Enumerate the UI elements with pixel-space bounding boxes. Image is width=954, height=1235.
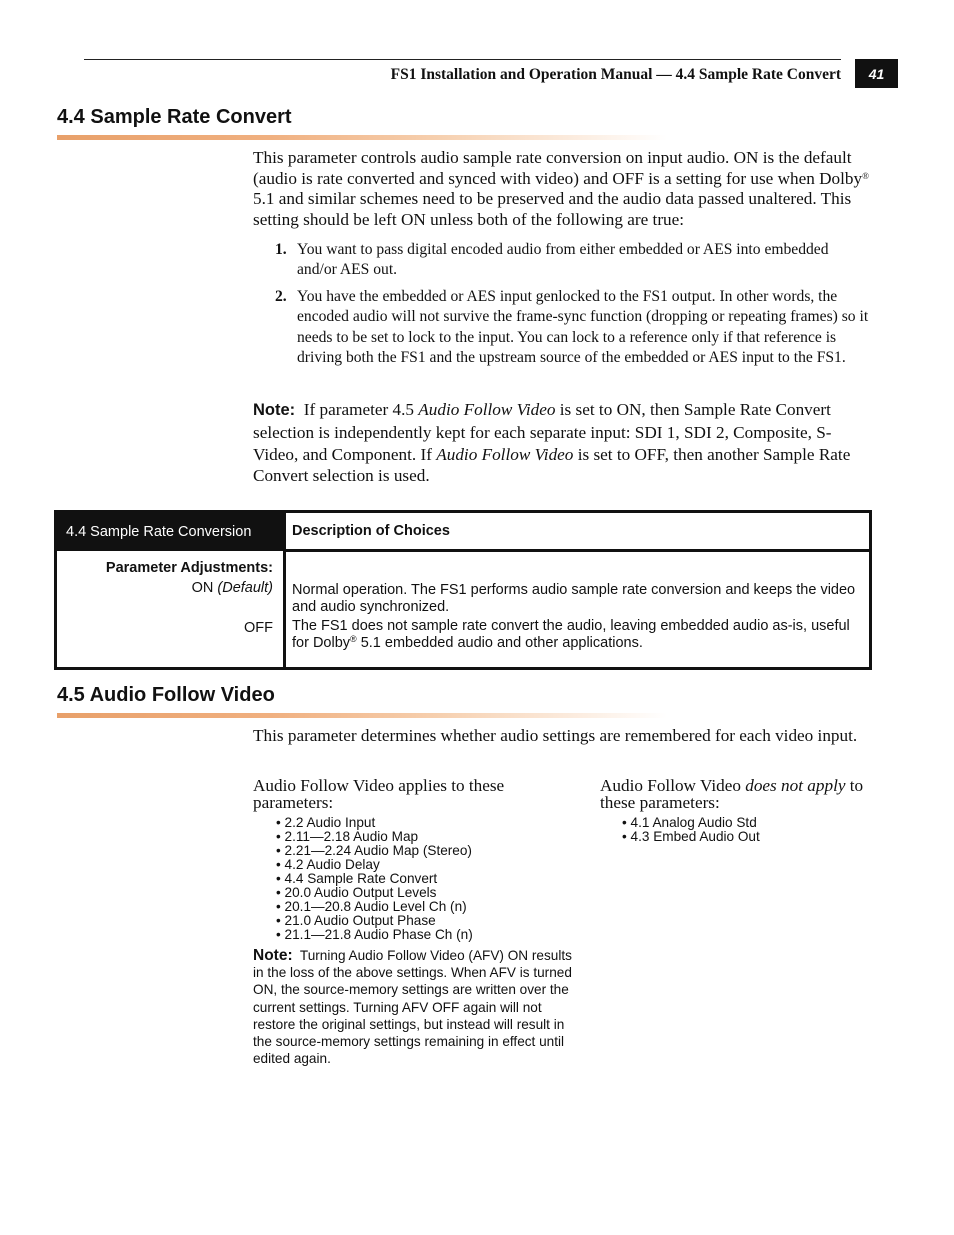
list-item: • 2.11—2.18 Audio Map: [276, 830, 576, 844]
applies-intro: Audio Follow Video applies to these parameters:: [253, 776, 505, 812]
list-item: • 4.4 Sample Rate Convert: [276, 872, 576, 886]
list-item: • 20.1—20.8 Audio Level Ch (n): [276, 900, 576, 914]
note-text: is set to ON, then Sample Rate Convert selection is independently kept for each separate input: SDI 1, SDI 2, Composite, S-Video, and Component. If: [253, 400, 832, 464]
list-item: • 4.2 Audio Delay: [276, 858, 576, 872]
table-header-description: Description of Choices: [292, 523, 450, 539]
table-divider-horizontal: [283, 549, 869, 552]
section-4-4-intro: [253, 148, 871, 230]
note-text: If parameter 4.5: [303, 400, 419, 419]
note-label: Note:: [253, 401, 296, 419]
list-item-text: You want to pass digital encoded audio from either embedded or AES into embedded and/or AES out.: [297, 241, 829, 279]
choice-on-label: [192, 580, 273, 596]
list-item: • 4.1 Analog Audio Std: [622, 816, 882, 830]
not-apply-italic: does not apply: [745, 776, 846, 795]
header-rule: [84, 59, 841, 60]
choice-on-text: ON: [191, 580, 218, 596]
parameter-adjustments-label: Parameter Adjustments:: [105, 560, 273, 576]
list-item: • 2.21—2.24 Audio Map (Stereo): [276, 844, 576, 858]
section-title-4-5: 4.5 Audio Follow Video: [57, 684, 275, 706]
off-desc-text: The FS1 does not sample rate convert the audio, leaving embedded audio as-is, useful for Dolby: [292, 618, 850, 651]
list-item-number: 1.: [275, 241, 287, 258]
note-text: is set to OFF, then another Sample Rate Convert selection is used.: [253, 444, 851, 486]
list-item: [275, 287, 870, 368]
choice-on-description: Normal operation. The FS1 performs audio sample rate conversion and keeps the video and audio synchronized.: [292, 582, 856, 615]
choice-off-label: OFF: [244, 620, 273, 636]
section-4-5-note: [253, 947, 585, 1067]
list-item: • 21.0 Audio Output Phase: [276, 914, 576, 928]
registered-mark: ®: [862, 170, 869, 181]
table-header-parameter: 4.4 Sample Rate Conversion: [57, 513, 283, 551]
registered-mark: ®: [350, 633, 357, 644]
page-number-box: [855, 59, 898, 88]
intro-text-a: This parameter controls audio sample rate conversion on input audio. ON is the default (audio is rate converted and synced with video) and OFF is a setting for use when Dolby: [253, 148, 863, 188]
note-label: Note:: [253, 947, 293, 964]
page-number: 41: [868, 66, 885, 82]
not-apply-intro: [600, 778, 875, 811]
list-item: • 4.3 Embed Audio Out: [622, 830, 882, 844]
list-item: • 2.2 Audio Input: [276, 816, 576, 830]
section-4-5-intro: This parameter determines whether audio settings are remembered for each video input.: [253, 726, 858, 745]
note-text: Turning Audio Follow Video (AFV) ON results in the loss of the above settings. When AFV is turned ON, the source-memory settings are written over the current settings. Turning AFV OFF again will not restore the original settings, but instead will result in the source-memory settings remaining in effect until edited again.: [253, 948, 572, 1067]
list-item-number: 2.: [275, 288, 287, 305]
off-desc-text: 5.1 embedded audio and other applications.: [356, 634, 643, 651]
list-item: • 21.1—21.8 Audio Phase Ch (n): [276, 928, 576, 942]
choices-table: [54, 510, 872, 670]
heading-underline-4-5: [57, 713, 667, 718]
list-item: [275, 240, 870, 281]
choice-off-description: [292, 618, 862, 651]
table-divider-vertical: [283, 513, 286, 667]
section-title-4-4: 4.4 Sample Rate Convert: [57, 106, 292, 128]
choice-on-default: (Default): [217, 580, 273, 596]
applies-list: [276, 816, 576, 942]
note-italic: Audio Follow Video: [436, 444, 574, 464]
section-4-4-note: [253, 399, 871, 487]
heading-underline-4-4: [57, 135, 667, 140]
note-italic: Audio Follow Video: [418, 400, 556, 419]
not-apply-text: to these parameters:: [600, 776, 864, 812]
running-title: FS1 Installation and Operation Manual — 4.4 Sample Rate Convert: [390, 66, 841, 83]
list-item-text: You have the embedded or AES input genlocked to the FS1 output. In other words, the encoded audio will not survive the frame-sync function (dropping or repeating frames) so it needs to be set to lock to the input. You can lock to a reference only if that reference is driving both the FS1 and the upstream source of the embedded or AES input to the FS1.: [297, 288, 869, 366]
not-apply-list: [622, 816, 882, 844]
list-item: • 20.0 Audio Output Levels: [276, 886, 576, 900]
intro-text-b: 5.1 and similar schemes need to be preserved and the audio data passed unaltered. This setting should be left ON unless both of the following are true:: [253, 189, 852, 229]
not-apply-text: Audio Follow Video: [600, 776, 746, 795]
